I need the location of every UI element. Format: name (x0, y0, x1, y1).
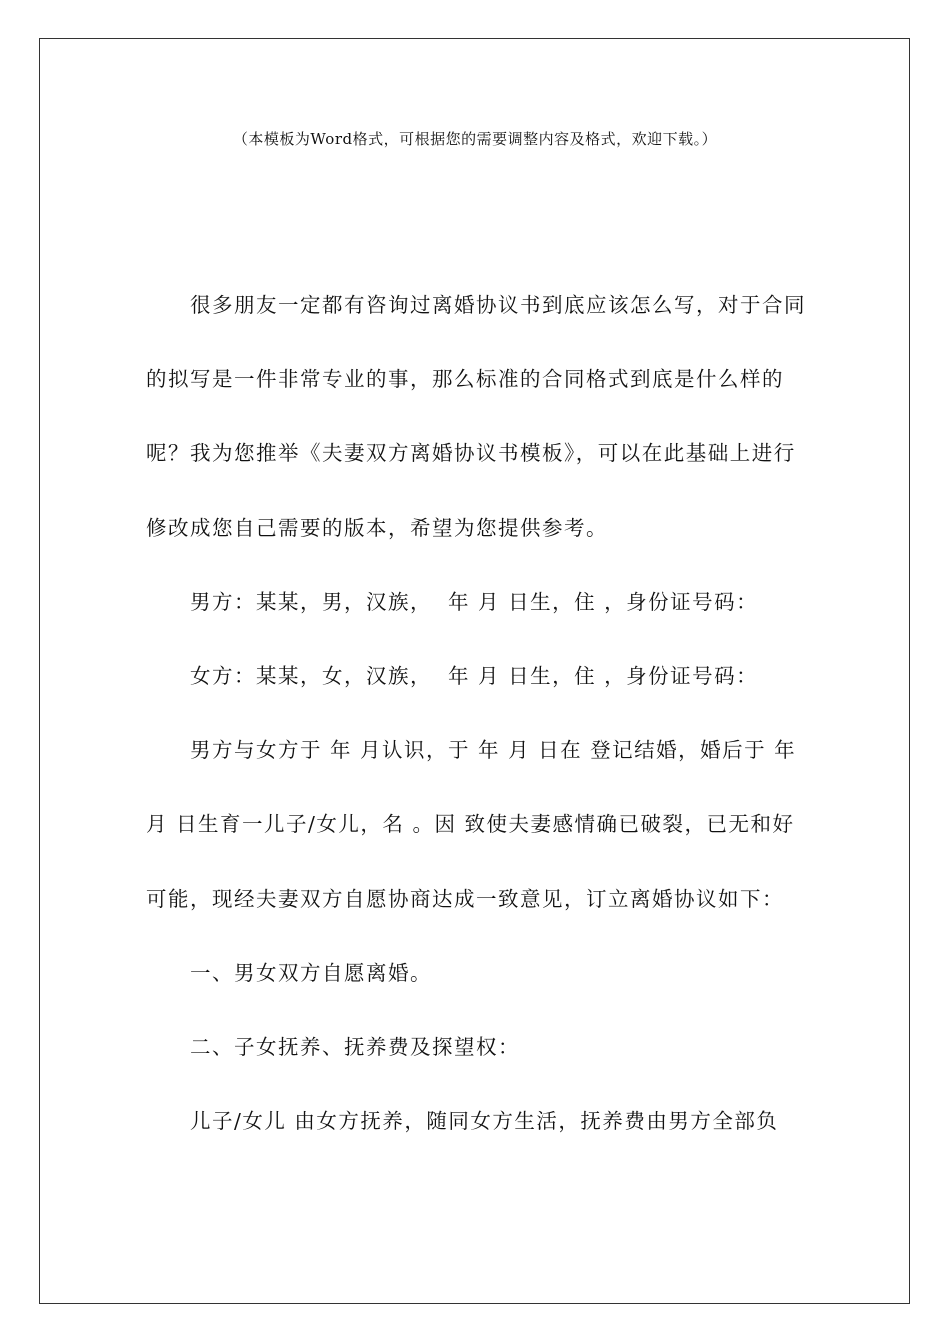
clause-1: 一、男女双方自愿离婚。 (190, 960, 432, 985)
clause-2-heading: 二、子女抚养、抚养费及探望权： (190, 1035, 520, 1060)
marriage-background-paragraph: 男方与女方于 年 月认识，于 年 月 日在 登记结婚，婚后于 年 月 日生育一儿子/女儿，名 。因 致使夫妻感情确已破裂，已无和好可能，现经夫妻双方自愿协商达成一致意见，订立离婚协议如下： (146, 738, 805, 911)
clause-2-text: 儿子/女儿 由女方抚养，随同女方生活，抚养费由男方全部负 (190, 1109, 779, 1134)
document-body (146, 268, 806, 1158)
female-party-line: 女方：某某，女，汉族， 年 月 日生，住 ，身份证号码： (190, 664, 759, 689)
male-party-line: 男方：某某，男，汉族， 年 月 日生，住 ，身份证号码： (190, 589, 759, 614)
intro-paragraph: 很多朋友一定都有咨询过离婚协议书到底应该怎么写，对于合同的拟写是一件非常专业的事，那么标准的合同格式到底是什么样的呢？我为您推举《夫妻双方离婚协议书模板》，可以在此基础上进行修改成您自己需要的版本，希望为您提供参考。 (146, 293, 806, 540)
template-note: （本模板为Word格式，可根据您的需要调整内容及格式，欢迎下载。） (232, 130, 718, 148)
